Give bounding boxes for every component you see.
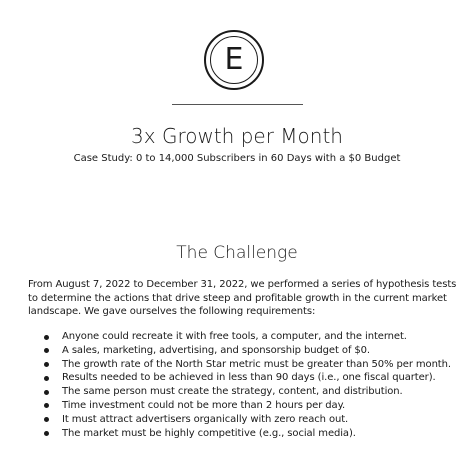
requirement-text: A sales, marketing, advertising, and sponsorship budget of $0.	[62, 344, 371, 356]
requirement-item	[28, 427, 458, 441]
header-divider	[172, 104, 303, 105]
bullet-icon	[44, 348, 49, 353]
requirement-item	[28, 385, 458, 399]
requirement-text: The same person must create the strategy, content, and distribution.	[62, 386, 403, 398]
requirements-list	[28, 330, 458, 440]
bullet-icon	[44, 376, 49, 381]
brand-logo-inner-ring	[210, 36, 258, 84]
bullet-icon	[44, 362, 49, 367]
challenge-intro-paragraph: From August 7, 2022 to December 31, 2022, we performed a series of hypothesis tests to determine the actions that drive steep and profitable growth in the current market landscape. We gave ourselves the following requirements:	[28, 279, 457, 318]
bullet-icon	[44, 431, 49, 436]
requirement-text: Results needed to be achieved in less than 90 days (i.e., one fiscal quarter).	[62, 372, 436, 384]
brand-logo-letter: E	[224, 42, 244, 77]
section-heading-challenge: The Challenge	[176, 243, 298, 263]
page-subtitle: Case Study: 0 to 14,000 Subscribers in 60 Days with a $0 Budget	[73, 153, 401, 164]
bullet-icon	[44, 335, 49, 340]
requirement-item	[28, 413, 458, 427]
requirement-text: Time investment could not be more than 2 hours per day.	[62, 399, 346, 411]
requirement-text: It must attract advertisers organically with zero reach out.	[62, 413, 349, 425]
requirement-item	[28, 358, 458, 372]
requirement-item	[28, 371, 458, 385]
bullet-icon	[44, 417, 49, 422]
requirement-text: The growth rate of the North Star metric must be greater than 50% per month.	[62, 358, 451, 370]
requirement-text: Anyone could recreate it with free tools, a computer, and the internet.	[62, 331, 407, 342]
requirement-item	[28, 330, 458, 344]
requirement-item	[28, 399, 458, 413]
page-title: 3x Growth per Month	[131, 124, 343, 148]
brand-logo	[204, 30, 264, 90]
requirement-text: The market must be highly competitive (e.g., social media).	[62, 427, 356, 439]
bullet-icon	[44, 403, 49, 408]
bullet-icon	[44, 390, 49, 395]
requirement-item	[28, 344, 458, 358]
